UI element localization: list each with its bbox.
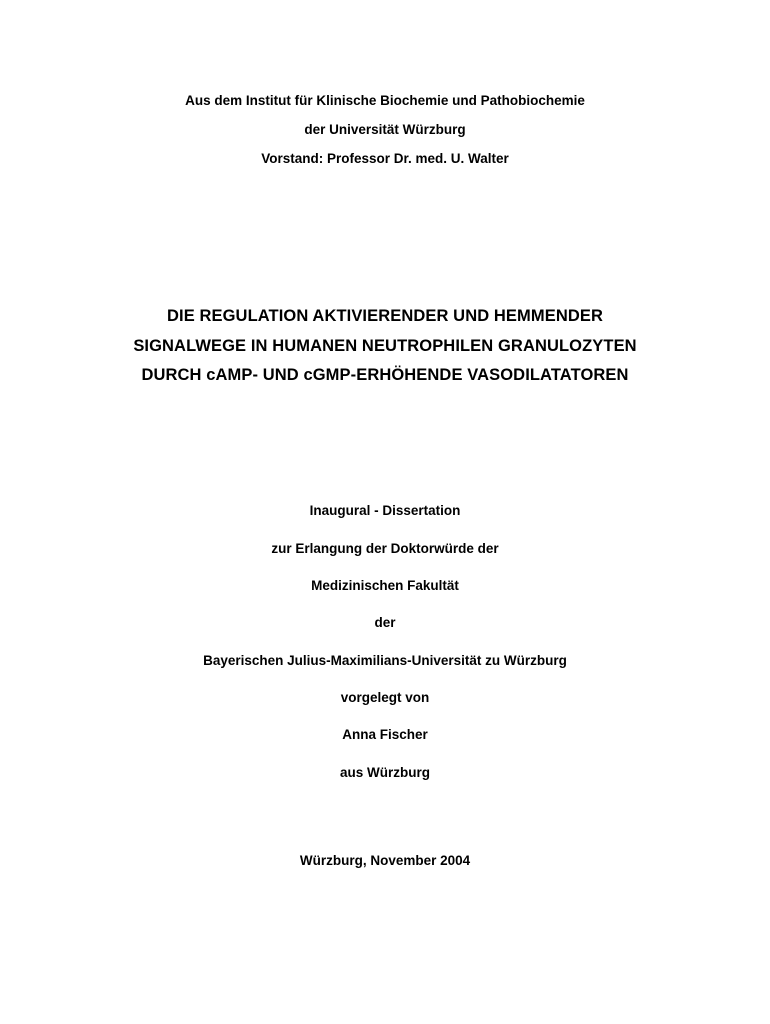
der-line: der (374, 615, 396, 630)
institute-line: Aus dem Institut für Klinische Biochemie und Pathobiochemie (185, 93, 585, 108)
faculty-name: Medizinischen Fakultät (311, 578, 459, 593)
place-date: Würzburg, November 2004 (299, 853, 471, 868)
author-name: Anna Fischer (342, 727, 428, 742)
chair-line: Vorstand: Professor Dr. med. U. Walter (261, 151, 509, 166)
thesis-title-line-1: DIE REGULATION AKTIVIERENDER UND HEMMENDER (167, 307, 603, 325)
university-line: der Universität Würzburg (304, 122, 466, 137)
dissertation-type: Inaugural - Dissertation (309, 503, 461, 518)
presented-by-line: vorgelegt von (340, 690, 430, 705)
university-full-name: Bayerischen Julius-Maximilians-Universität zu Würzburg (203, 653, 567, 668)
author-origin: aus Würzburg (340, 765, 430, 780)
thesis-title-line-2: SIGNALWEGE IN HUMANEN NEUTROPHILEN GRANULOZYTEN (133, 337, 637, 355)
dissertation-purpose: zur Erlangung der Doktorwürde der (271, 541, 499, 556)
thesis-title-line-3: DURCH cAMP- UND cGMP-ERHÖHENDE VASODILATATOREN (141, 366, 629, 384)
